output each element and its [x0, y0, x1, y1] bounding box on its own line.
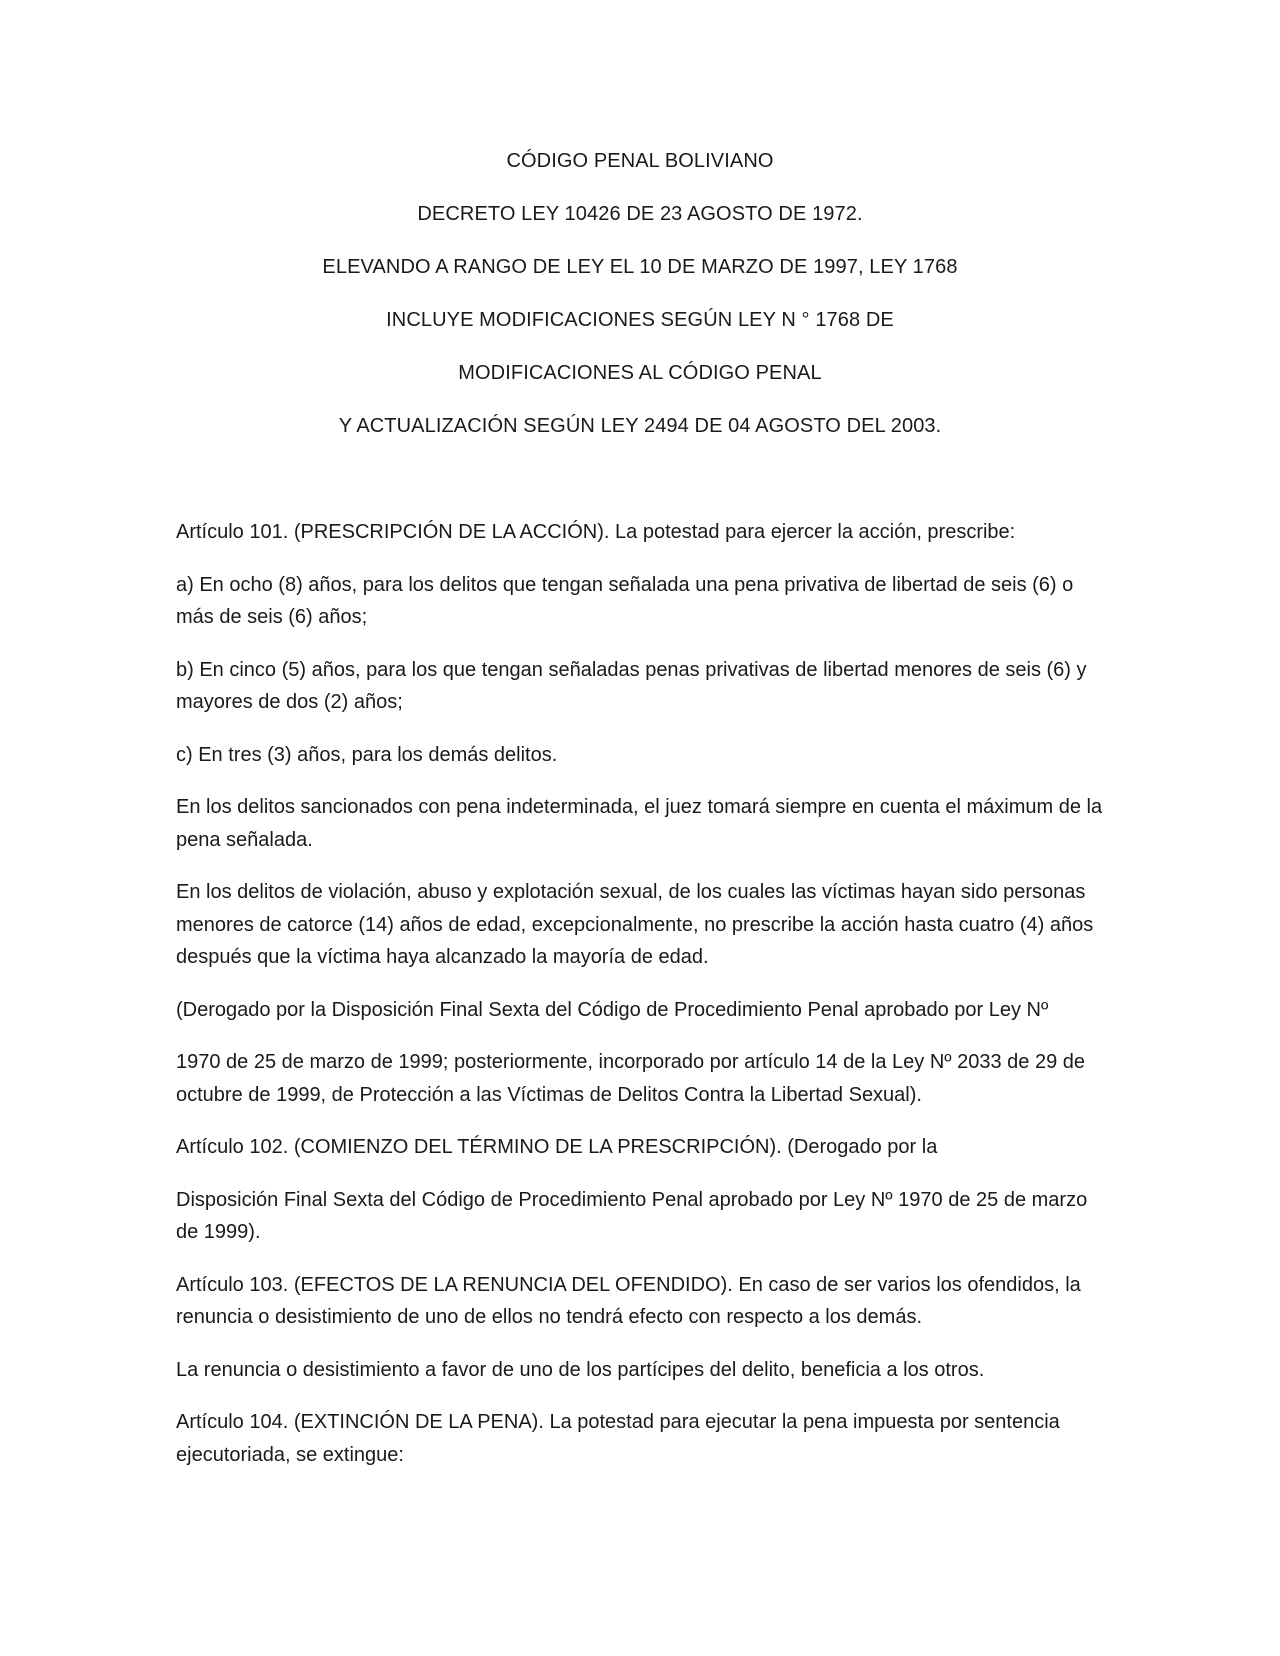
article-102-derogation-note: Disposición Final Sexta del Código de Procedimiento Penal aprobado por Ley Nº 1970 de 25 de marzo de 1999).	[176, 1188, 1088, 1243]
article-104-heading: Artículo 104. (EXTINCIÓN DE LA PENA). La potestad para ejecutar la pena impuesta por sentencia ejecutoriada, se extingue:	[176, 1411, 1060, 1466]
article-101-item-b: b) En cinco (5) años, para los que tengan señaladas penas privativas de libertad menores de seis (6) y mayores de dos (2) años;	[176, 658, 1087, 713]
modifications-code-line: MODIFICACIONES AL CÓDIGO PENAL	[458, 362, 822, 384]
article-103-participants: La renuncia o desistimiento a favor de uno de los partícipes del delito, beneficia a los otros.	[176, 1358, 985, 1381]
document-body	[176, 516, 1106, 1491]
article-101-incorporation-note: 1970 de 25 de marzo de 1999; posteriormente, incorporado por artículo 14 de la Ley Nº 2033 de 29 de octubre de 1999, de Protección a las Víctimas de Delitos Contra la Libertad Sexual).	[176, 1051, 1086, 1106]
document-header	[0, 147, 1280, 465]
article-101-derogation-note: (Derogado por la Disposición Final Sexta del Código de Procedimiento Penal aprobado por Ley Nº	[176, 998, 1049, 1021]
update-line: Y ACTUALIZACIÓN SEGÚN LEY 2494 DE 04 AGOSTO DEL 2003.	[338, 415, 942, 437]
article-101-heading: Artículo 101. (PRESCRIPCIÓN DE LA ACCIÓN). La potestad para ejercer la acción, prescribe:	[176, 521, 1016, 543]
article-101-item-c: c) En tres (3) años, para los demás delitos.	[176, 743, 558, 766]
decree-line: DECRETO LEY 10426 DE 23 AGOSTO DE 1972.	[417, 203, 863, 225]
modifications-line: INCLUYE MODIFICACIONES SEGÚN LEY N ° 1768 DE	[386, 309, 894, 331]
article-101-item-a: a) En ocho (8) años, para los delitos que tengan señalada una pena privativa de libertad de seis (6) o más de seis (6) años;	[176, 573, 1074, 628]
article-103-heading: Artículo 103. (EFECTOS DE LA RENUNCIA DEL OFENDIDO). En caso de ser varios los ofendidos, la renuncia o desistimiento de uno de ellos no tendrá efecto con respecto a los demás.	[176, 1273, 1081, 1328]
article-101-indeterminate: En los delitos sancionados con pena indeterminada, el juez tomará siempre en cuenta el máximum de la pena señalada.	[176, 796, 1103, 851]
article-102-heading: Artículo 102. (COMIENZO DEL TÉRMINO DE LA PRESCRIPCIÓN). (Derogado por la	[176, 1136, 938, 1158]
law-elevation-line: ELEVANDO A RANGO DE LEY EL 10 DE MARZO DE 1997, LEY 1768	[322, 256, 958, 278]
article-101-sexual-offenses: En los delitos de violación, abuso y explotación sexual, de los cuales las víctimas hayan sido personas menores de catorce (14) años de edad, excepcionalmente, no prescribe la acción hasta cuatro (4) años después que la víctima haya alcanzado la mayoría de edad.	[176, 881, 1094, 968]
document-title: CÓDIGO PENAL BOLIVIANO	[506, 150, 774, 172]
